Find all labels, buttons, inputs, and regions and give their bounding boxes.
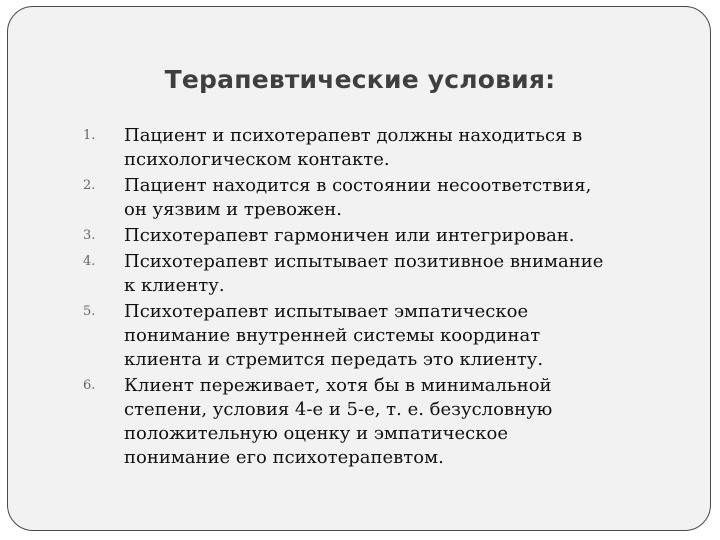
list-number: 4. (83, 254, 96, 269)
slide-title: Терапевтические условия: (164, 65, 556, 94)
list-text: Клиент переживает, хотя бы в минимальной степени, условия 4-е и 5-е, т. е. безусловную положительную оценку и эмпатическое понимание его психотерапевтом. (124, 375, 553, 468)
list-text: Пациент и психотерапевт должны находиться в психологическом контакте. (124, 125, 583, 170)
list-item (8, 374, 711, 470)
list-item (8, 250, 711, 298)
slide-frame (7, 6, 711, 531)
list-item (8, 300, 711, 372)
list-text: Психотерапевт испытывает позитивное внимание к клиенту. (124, 251, 604, 296)
list-item (8, 224, 711, 248)
list-text: Психотерапевт гармоничен или интегрирован. (124, 225, 575, 246)
list-item (8, 124, 711, 172)
list-number: 5. (83, 304, 96, 319)
list-number: 2. (83, 178, 96, 193)
list-number: 3. (83, 228, 96, 243)
list-number: 1. (83, 128, 96, 143)
conditions-list (8, 124, 711, 472)
list-item (8, 174, 711, 222)
list-number: 6. (83, 378, 96, 393)
list-text: Психотерапевт испытывает эмпатическое понимание внутренней системы координат клиента и стремится передать это клиенту. (124, 301, 544, 370)
list-text: Пациент находится в состоянии несоответствия, он уязвим и тревожен. (124, 175, 592, 220)
